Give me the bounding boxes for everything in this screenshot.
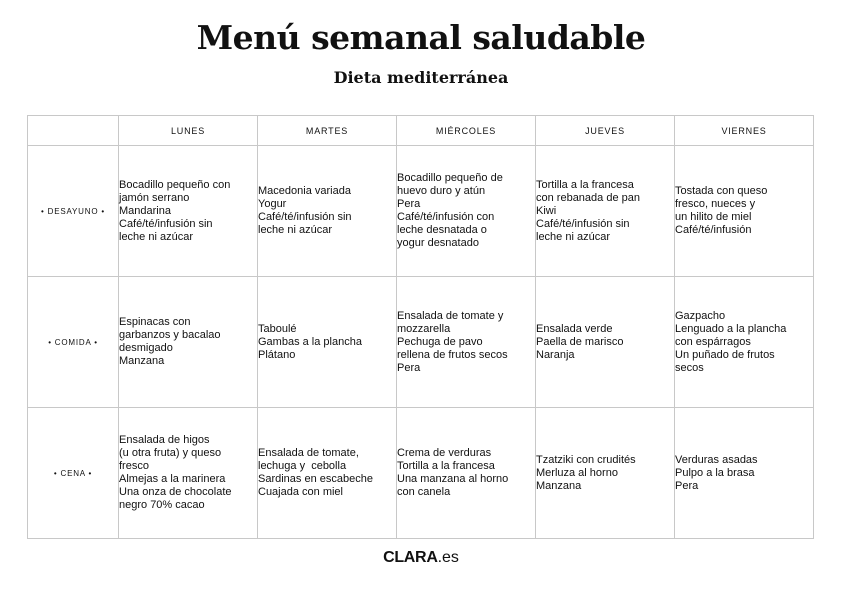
dish-line: Bocadillo pequeño con <box>119 178 231 191</box>
dish-line: Almejas a la marinera <box>119 473 226 485</box>
menu-cell-cena-viernes <box>675 408 814 539</box>
menu-cell-desayuno-miercoles <box>397 146 536 277</box>
dish-line: fresco <box>119 460 149 472</box>
dish-line: secos <box>675 361 704 374</box>
meal-row-cena <box>28 408 814 539</box>
menu-cell-desayuno-martes <box>258 146 397 277</box>
menu-cell-cena-lunes <box>119 408 258 539</box>
dish-line: Bocadillo pequeño de <box>397 172 503 184</box>
menu-cell-comida-martes <box>258 277 397 408</box>
dish-line: Sardinas en escabeche <box>258 473 373 485</box>
dish-line: Gazpacho <box>675 309 726 322</box>
dish-line: Ensalada de tomate y <box>397 309 504 322</box>
dish-line: Merluza al horno <box>536 466 618 479</box>
dish-line: Manzana <box>119 355 165 367</box>
meal-label-cena: • CENA • <box>28 408 119 539</box>
page-title: Menú semanal saludable <box>196 18 646 57</box>
brand-name: CLARA <box>383 549 438 566</box>
dish-line: un hilito de miel <box>675 211 752 223</box>
dish-line: negro 70% cacao <box>119 499 205 511</box>
dish-line: Mandarina <box>119 204 171 217</box>
dish-line: fresco, nueces y <box>675 198 756 210</box>
dish-line: Tostada con queso <box>675 185 768 197</box>
dish-line: Taboulé <box>258 322 297 335</box>
dish-line: Gambas a la plancha <box>258 335 362 348</box>
dish-line: yogur desnatado <box>397 237 479 249</box>
menu-cell-desayuno-lunes <box>119 146 258 277</box>
dish-line: con canela <box>397 486 451 498</box>
dish-line: leche ni azúcar <box>536 230 610 243</box>
dish-line: leche desnatada o <box>397 224 487 236</box>
meal-label-comida: • COMIDA • <box>28 277 119 408</box>
menu-cell-desayuno-jueves <box>536 146 675 277</box>
meal-row-comida <box>28 277 814 408</box>
day-header-miercoles: MIÉRCOLES <box>397 116 536 146</box>
dish-line: Tzatziki con crudités <box>536 453 636 466</box>
menu-cell-comida-viernes <box>675 277 814 408</box>
menu-cell-cena-jueves <box>536 408 675 539</box>
dish-line: Plátano <box>258 348 296 361</box>
day-header-row <box>28 116 814 146</box>
dish-line: Lenguado a la plancha <box>675 322 787 335</box>
dish-line: Verduras asadas <box>675 453 758 466</box>
dish-line: Tortilla a la francesa <box>397 460 495 472</box>
dish-line: Macedonia variada <box>258 185 351 197</box>
menu-cell-comida-miercoles <box>397 277 536 408</box>
dish-line: leche ni azúcar <box>258 224 332 236</box>
day-header-lunes: LUNES <box>119 116 258 146</box>
day-header-viernes: VIERNES <box>675 116 814 146</box>
dish-line: Un puñado de frutos <box>675 348 775 361</box>
dish-line: Tortilla a la francesa <box>536 178 634 191</box>
dish-line: Yogur <box>258 198 287 210</box>
dish-line: desmigado <box>119 342 173 354</box>
dish-line: Café/té/infusión sin <box>258 211 352 223</box>
dish-line: Una manzana al horno <box>397 473 509 485</box>
dish-line: mozzarella <box>397 322 451 335</box>
menu-cell-cena-martes <box>258 408 397 539</box>
brand-domain: .es <box>437 549 459 566</box>
dish-line: Ensalada verde <box>536 322 613 335</box>
dish-line: rellena de frutos secos <box>397 348 508 361</box>
dish-line: Ensalada de higos <box>119 434 210 446</box>
menu-cell-comida-lunes <box>119 277 258 408</box>
page-subtitle: Dieta mediterránea <box>333 68 509 87</box>
meal-row-desayuno <box>28 146 814 277</box>
dish-line: Una onza de chocolate <box>119 486 232 498</box>
dish-line: Ensalada de tomate, <box>258 447 359 459</box>
dish-line: lechuga y cebolla <box>258 460 347 472</box>
brand-logo <box>0 549 842 567</box>
dish-line: Pulpo a la brasa <box>675 466 755 479</box>
dish-line: Naranja <box>536 348 575 361</box>
dish-line: con espárragos <box>675 335 751 348</box>
meal-label-desayuno: • DESAYUNO • <box>28 146 119 277</box>
dish-line: Café/té/infusión <box>675 224 752 236</box>
dish-line: Cuajada con miel <box>258 486 343 498</box>
dish-line: garbanzos y bacalao <box>119 329 221 341</box>
dish-line: con rebanada de pan <box>536 191 640 204</box>
dish-line: Pechuga de pavo <box>397 335 483 348</box>
menu-cell-desayuno-viernes <box>675 146 814 277</box>
day-header-jueves: JUEVES <box>536 116 675 146</box>
dish-line: Pera <box>675 479 699 492</box>
dish-line: Café/té/infusión con <box>397 211 495 223</box>
dish-line: Pera <box>397 361 421 374</box>
weekly-menu-table <box>27 115 814 539</box>
dish-line: Kiwi <box>536 204 557 217</box>
dish-line: huevo duro y atún <box>397 185 486 197</box>
dish-line: Café/té/infusión sin <box>536 217 630 230</box>
dish-line: Espinacas con <box>119 316 191 328</box>
corner-cell <box>28 116 119 146</box>
dish-line: Manzana <box>536 479 582 492</box>
dish-line: (u otra fruta) y queso <box>119 447 222 459</box>
dish-line: Paella de marisco <box>536 335 624 348</box>
menu-cell-comida-jueves <box>536 277 675 408</box>
dish-line: Crema de verduras <box>397 447 492 459</box>
menu-cell-cena-miercoles <box>397 408 536 539</box>
dish-line: jamón serrano <box>119 191 190 204</box>
dish-line: Café/té/infusión sin <box>119 217 213 230</box>
menu-body <box>28 146 814 539</box>
dish-line: leche ni azúcar <box>119 230 193 243</box>
day-header-martes: MARTES <box>258 116 397 146</box>
dish-line: Pera <box>397 198 421 210</box>
